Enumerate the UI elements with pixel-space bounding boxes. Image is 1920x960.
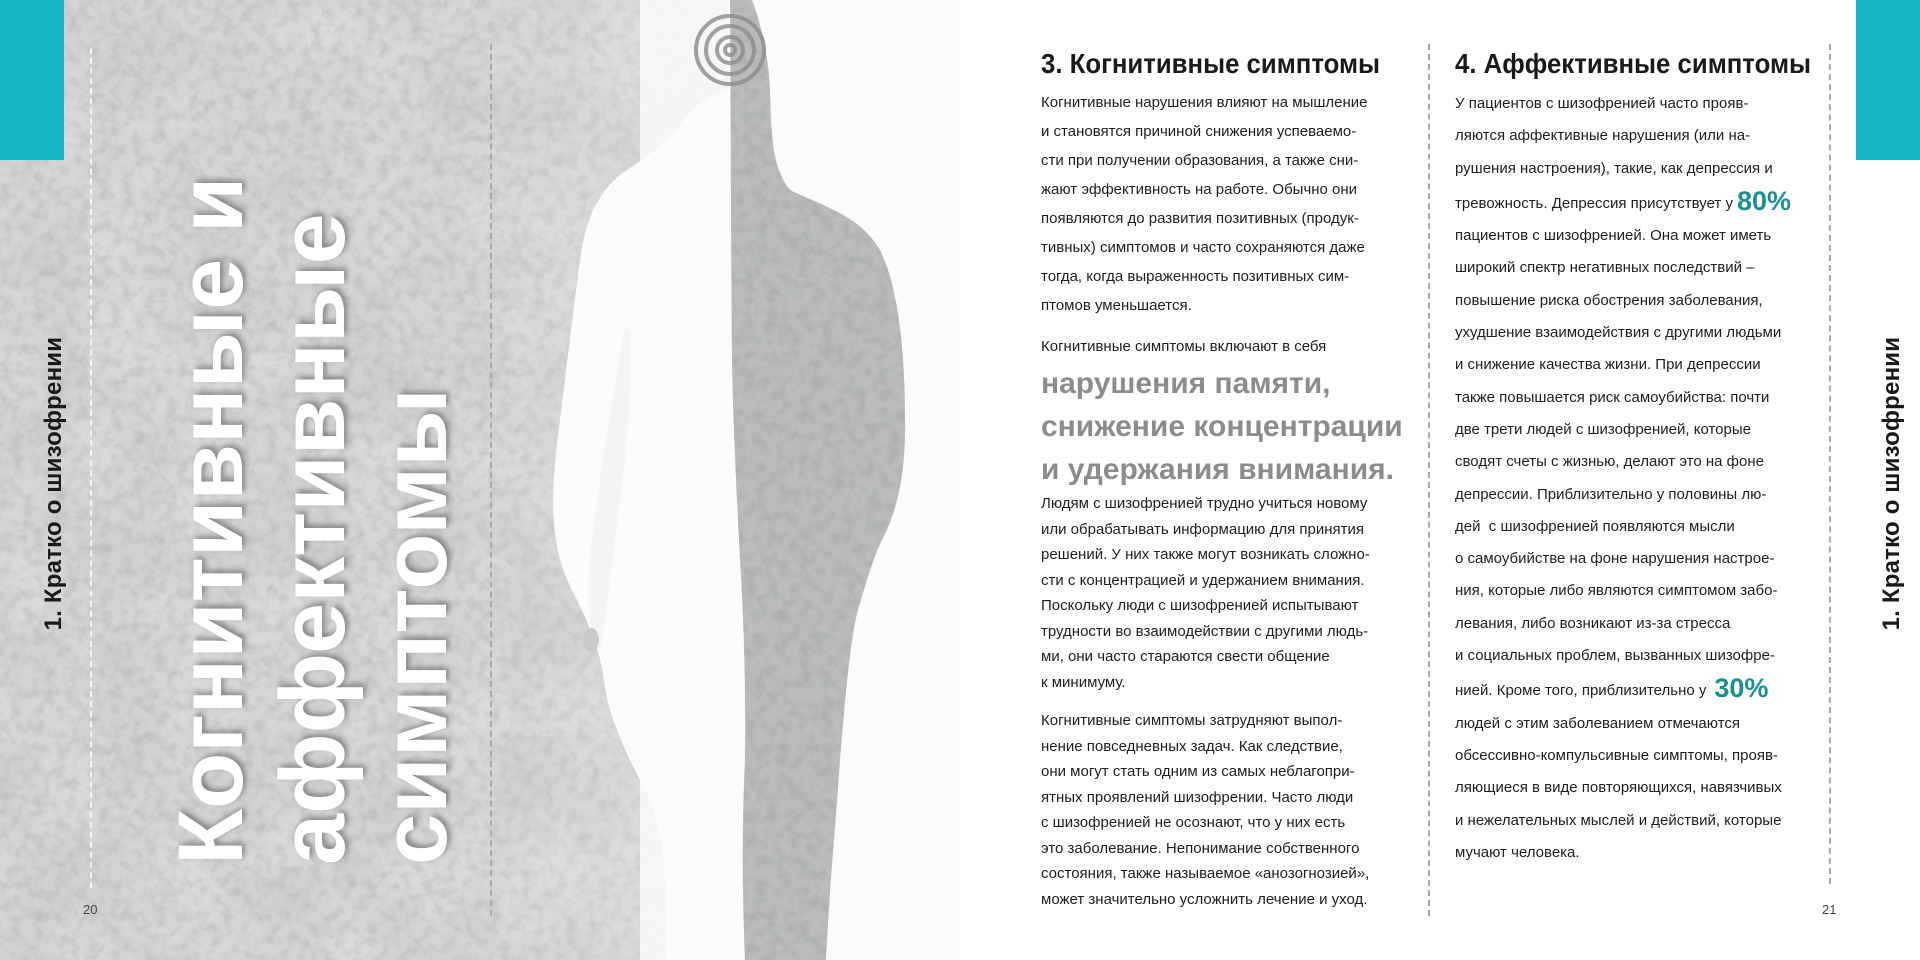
text-line: с шизофренией не осознают, что у них есть (1041, 814, 1346, 831)
cognitive-emphasis (1041, 362, 1411, 491)
stat-prefix: тревожность. Депрессия присутствует у (1455, 194, 1733, 212)
text-line: ятных проявлений шизофрении. Часто люди (1041, 788, 1354, 806)
page-number-left: 20 (83, 902, 98, 917)
text-line: и социальных проблем, вызванных шизофре- (1455, 647, 1775, 665)
emphasis-line: и удержания внимания. (1041, 453, 1394, 486)
chapter-title-line: симптомы (364, 388, 466, 865)
text-line: ухудшение взаимодействия с другими людьми (1455, 324, 1782, 342)
side-section-label-right (1878, 337, 1906, 631)
cognitive-intro: Когнитивные симптомы включают в себя (1041, 338, 1327, 355)
text-line: и становятся причиной снижения успеваемо- (1041, 123, 1357, 140)
affective-heading: 4. Аффективные симптомы (1455, 48, 1812, 79)
text-line: о самоубийстве на фоне нарушения настрое- (1455, 550, 1775, 568)
text-line: Когнитивные симптомы затрудняют выпол- (1041, 712, 1343, 729)
text-line: пациентов с шизофренией. Она может иметь (1455, 227, 1772, 245)
text-line: появляются до развития позитивных (продук- (1041, 210, 1359, 227)
chapter-title-line: аффективные (262, 213, 364, 865)
stat-prefix: нией. Кроме того, приблизительно у (1455, 682, 1707, 700)
text-line: и снижение качества жизни. При депрессии (1455, 356, 1761, 374)
text-line: ляются аффективные нарушения (или на- (1455, 127, 1751, 145)
text-line: обсессивно-компульсивные симптомы, прояв- (1455, 746, 1778, 764)
text-line: они могут стать одним из самых неблагопри- (1041, 763, 1355, 780)
text-line: состояния, также называемое «анозогнозией», (1041, 865, 1370, 882)
text-line: и нежелательных мыслей и действий, которые (1455, 811, 1782, 829)
text-line: людей с этим заболеванием отмечаются (1455, 714, 1741, 732)
section-tab-right (1856, 0, 1920, 160)
text-line: или обрабатывать информацию для принятия (1041, 520, 1365, 538)
column-divider (1428, 44, 1430, 916)
text-line: тивных) симптомов и часто сохраняются даже (1041, 239, 1365, 256)
chapter-title-line: Когнитивные и (160, 176, 262, 865)
text-line: рушения настроения), такие, как депрессия и (1455, 159, 1773, 177)
stat-line-80 (1455, 185, 1825, 220)
text-line: левания, либо возникают из-за стресса (1455, 614, 1731, 632)
text-line: мучают человека. (1455, 843, 1580, 861)
text-line: также повышается риск самоубийства: почти (1455, 388, 1770, 406)
cognitive-paragraph-1 (1041, 88, 1411, 320)
section-label-text: 1. Кратко о шизофрении (1878, 336, 1905, 631)
text-line: дей с шизофренией появляются мысли (1455, 517, 1735, 535)
stat-30-percent: 30% (1714, 673, 1769, 704)
text-line: две трети людей с шизофренией, которые (1455, 420, 1751, 438)
text-line: решений. У них также могут возникать сложно- (1041, 546, 1370, 563)
text-line: Когнитивные нарушения влияют на мышление (1041, 94, 1368, 111)
text-line: это заболевание. Непонимание собственного (1041, 839, 1360, 857)
chapter-title (160, 177, 466, 865)
stat-80-percent: 80% (1736, 185, 1792, 216)
cognitive-heading: 3. Когнитивные симптомы (1041, 48, 1381, 79)
text-line: Людям с шизофренией трудно учиться новому (1041, 495, 1368, 512)
text-line: сти с концентрацией и удержанием внимания. (1041, 571, 1365, 589)
text-line: ляющиеся в виде повторяющихся, навязчивых (1455, 779, 1782, 797)
text-line: ми, они часто стараются свести общение (1041, 648, 1330, 665)
text-line: повышение риска обострения заболевания, (1455, 291, 1763, 309)
emphasis-line: снижение концентрации (1041, 410, 1403, 443)
dashed-rule-middle (490, 44, 492, 916)
text-line: сти при получении образования, а также сни- (1041, 152, 1359, 169)
text-line: ния, которые либо являются симптомом забо- (1455, 582, 1778, 600)
affective-symptoms-column (1455, 48, 1825, 869)
section-label-text: 1. Кратко о шизофрении (40, 336, 67, 631)
text-line: нение повседневных задач. Как следствие, (1041, 737, 1343, 755)
dashed-rule-right (1829, 44, 1831, 884)
text-line: Поскольку люди с шизофренией испытывают (1041, 597, 1359, 614)
text-line: птомов уменьшается. (1041, 297, 1192, 314)
emphasis-line: нарушения памяти, (1041, 367, 1331, 400)
text-line: к минимуму. (1041, 673, 1126, 691)
section-tab-left (0, 0, 64, 160)
text-line: сводят счеты с жизнью, делают это на фоне (1455, 453, 1764, 471)
page-number-right: 21 (1822, 902, 1837, 917)
text-line: У пациентов с шизофренией часто прояв- (1455, 95, 1749, 112)
cognitive-symptoms-column (1041, 48, 1411, 912)
text-line: трудности во взаимодействии с другими людь- (1041, 622, 1369, 640)
stat-line-30 (1455, 672, 1825, 707)
text-line: депрессии. Приблизительно у половины лю- (1455, 485, 1767, 503)
side-section-label-left (40, 337, 68, 631)
text-line: тогда, когда выраженность позитивных сим- (1041, 268, 1350, 285)
cognitive-paragraph-3 (1041, 491, 1411, 695)
cognitive-paragraph-4 (1041, 708, 1411, 912)
dashed-rule-left (90, 48, 92, 888)
text-line: жают эффективность на работе. Обычно они (1041, 181, 1358, 198)
text-line: широкий спектр негативных последствий – (1455, 259, 1755, 277)
text-line: может значительно усложнить лечение и уход. (1041, 890, 1368, 908)
